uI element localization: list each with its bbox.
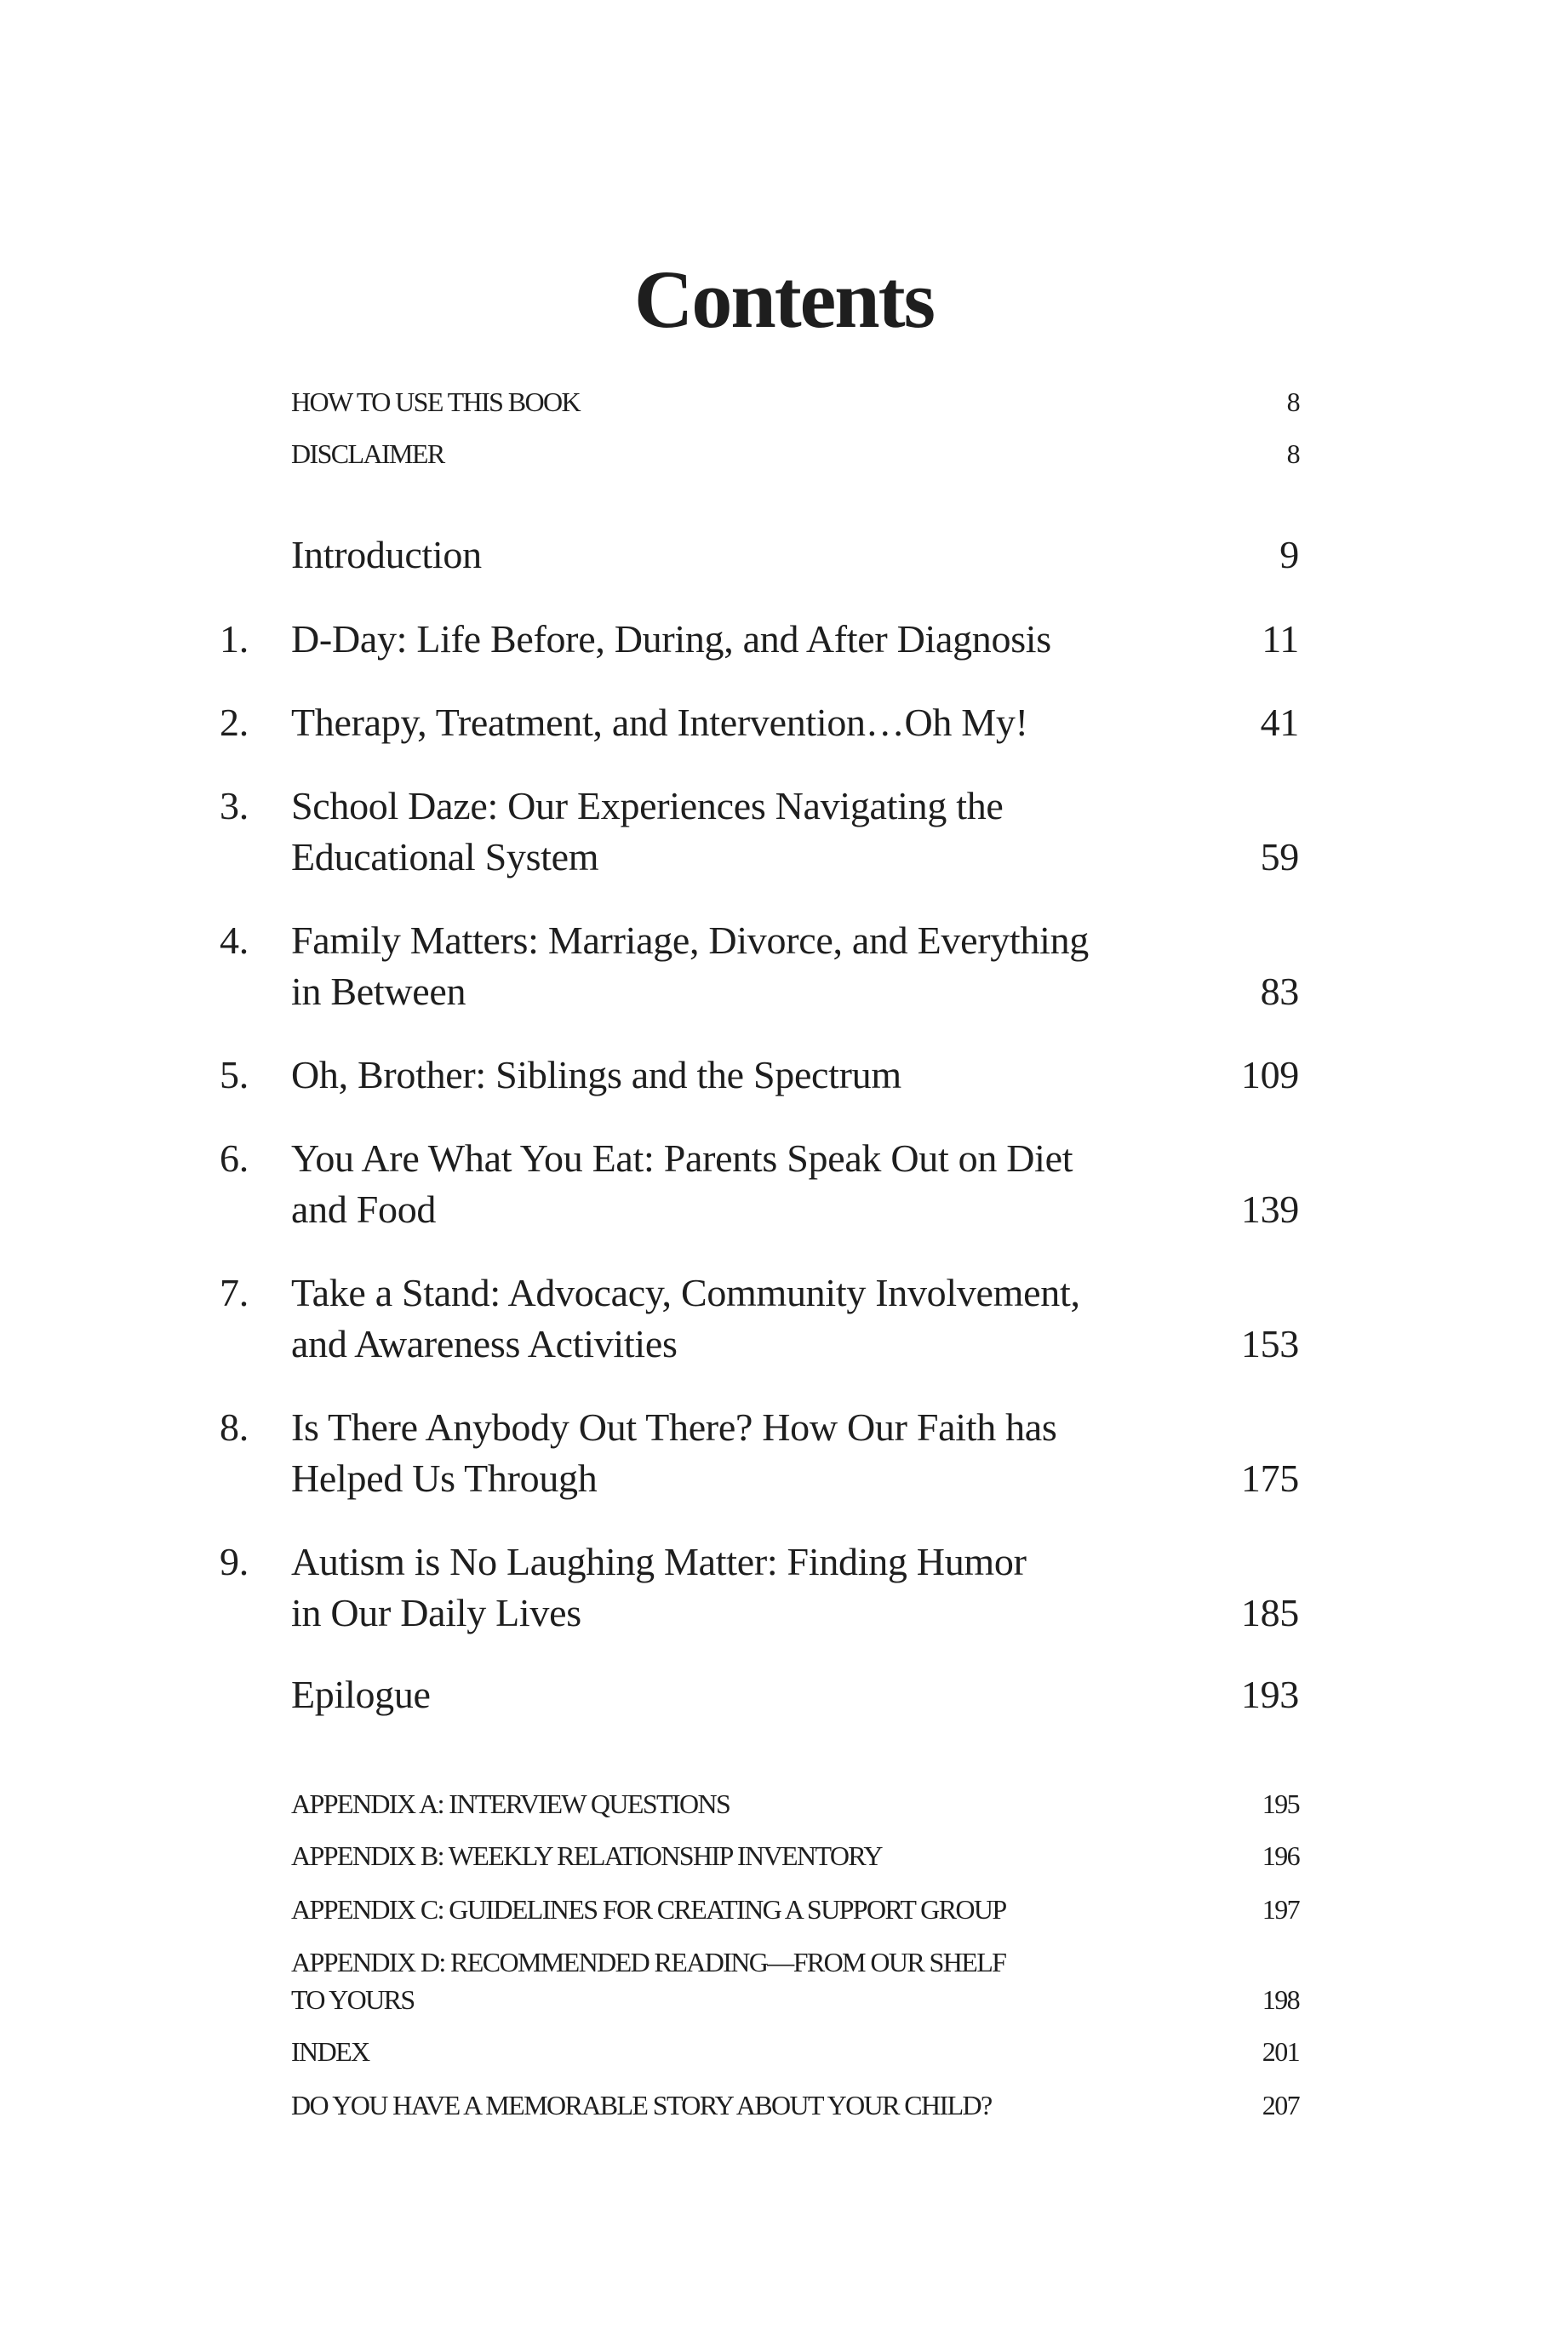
entry-title-line: DISCLAIMER xyxy=(291,438,444,469)
entry-title-line: Family Matters: Marriage, Divorce, and Everything xyxy=(291,918,1089,962)
entry-title-line: School Daze: Our Experiences Navigating the xyxy=(291,784,1004,827)
entry-title xyxy=(291,915,1168,1017)
entry-title xyxy=(291,614,1168,665)
entry-title xyxy=(291,1837,1168,1874)
entry-title-line: DO YOU HAVE A MEMORABLE STORY ABOUT YOUR CHILD? xyxy=(291,2090,992,2120)
entry-title-line: Autism is No Laughing Matter: Finding Humor xyxy=(291,1540,1027,1583)
chapter-number: 7. xyxy=(220,1271,249,1314)
entry-title-line: Introduction xyxy=(291,533,482,576)
chapter-number: 8. xyxy=(220,1405,249,1449)
entry-title-line: and Food xyxy=(291,1187,437,1231)
page-title: Contents xyxy=(633,254,934,346)
chapter-number: 6. xyxy=(220,1136,249,1180)
entry-title-line: APPENDIX D: RECOMMENDED READING—FROM OUR SHELF xyxy=(291,1947,1006,1977)
page-number: 41 xyxy=(1260,701,1299,744)
page-number: 207 xyxy=(1262,2090,1299,2120)
page-number: 9 xyxy=(1279,533,1299,576)
entry-title xyxy=(291,1133,1168,1235)
entry-title xyxy=(291,1669,1168,1720)
entry-title-line: APPENDIX C: GUIDELINES FOR CREATING A SUPPORT GROUP xyxy=(291,1894,1006,1925)
entry-title xyxy=(291,1268,1168,1370)
page-number: 197 xyxy=(1262,1894,1299,1925)
page-number: 8 xyxy=(1286,438,1299,469)
page-number: 185 xyxy=(1240,1591,1299,1634)
entry-title xyxy=(291,1537,1168,1639)
page-number: 109 xyxy=(1240,1053,1299,1096)
entry-title-line: in Our Daily Lives xyxy=(291,1591,581,1634)
entry-title xyxy=(291,1785,1168,1823)
entry-title-line: Is There Anybody Out There? How Our Faith has xyxy=(291,1405,1057,1449)
entry-title xyxy=(291,435,1168,472)
page-number: 193 xyxy=(1240,1673,1299,1716)
page-number: 153 xyxy=(1240,1322,1299,1365)
entry-title-line: INDEX xyxy=(291,2036,369,2067)
entry-title xyxy=(291,1943,1168,2018)
entry-title-line: APPENDIX B: WEEKLY RELATIONSHIP INVENTORY xyxy=(291,1840,882,1871)
entry-title-line: Take a Stand: Advocacy, Community Involvement, xyxy=(291,1271,1080,1314)
chapter-number: 2. xyxy=(220,701,249,744)
chapter-number: 9. xyxy=(220,1540,249,1583)
chapter-number: 5. xyxy=(220,1053,249,1096)
page-number: 198 xyxy=(1262,1984,1299,2015)
entry-title-line: You Are What You Eat: Parents Speak Out on Diet xyxy=(291,1136,1073,1180)
page-number: 196 xyxy=(1262,1840,1299,1871)
entry-title xyxy=(291,383,1168,421)
entry-title xyxy=(291,1402,1168,1504)
entry-title xyxy=(291,781,1168,883)
page-number: 83 xyxy=(1260,970,1299,1013)
entry-title xyxy=(291,697,1168,748)
entry-title xyxy=(291,1891,1168,1928)
entry-title-line: Educational System xyxy=(291,835,599,878)
entry-title xyxy=(291,2086,1168,2124)
entry-title xyxy=(291,2033,1168,2070)
entry-title-line: Epilogue xyxy=(291,1673,431,1716)
entry-title-line: APPENDIX A: INTERVIEW QUESTIONS xyxy=(291,1788,730,1819)
page-number: 195 xyxy=(1262,1788,1299,1819)
page-number: 201 xyxy=(1262,2036,1299,2067)
page-number: 8 xyxy=(1286,386,1299,417)
entry-title-line: Helped Us Through xyxy=(291,1456,598,1500)
page-number: 139 xyxy=(1240,1187,1299,1231)
entry-title-line: Oh, Brother: Siblings and the Spectrum xyxy=(291,1053,901,1096)
entry-title-line: and Awareness Activities xyxy=(291,1322,678,1365)
entry-title-line: in Between xyxy=(291,970,466,1013)
chapter-number: 4. xyxy=(220,918,249,962)
page-number: 59 xyxy=(1260,835,1299,878)
chapter-number: 1. xyxy=(220,617,249,661)
entry-title-line: Therapy, Treatment, and Intervention…Oh My! xyxy=(291,701,1028,744)
entry-title xyxy=(291,1050,1168,1101)
page-number: 11 xyxy=(1262,617,1299,661)
entry-title-line: TO YOURS xyxy=(291,1984,415,2015)
chapter-number: 3. xyxy=(220,784,249,827)
entry-title-line: D-Day: Life Before, During, and After Diagnosis xyxy=(291,617,1051,661)
entry-title xyxy=(291,529,1168,581)
entry-title-line: HOW TO USE THIS BOOK xyxy=(291,386,581,417)
page-number: 175 xyxy=(1240,1456,1299,1500)
